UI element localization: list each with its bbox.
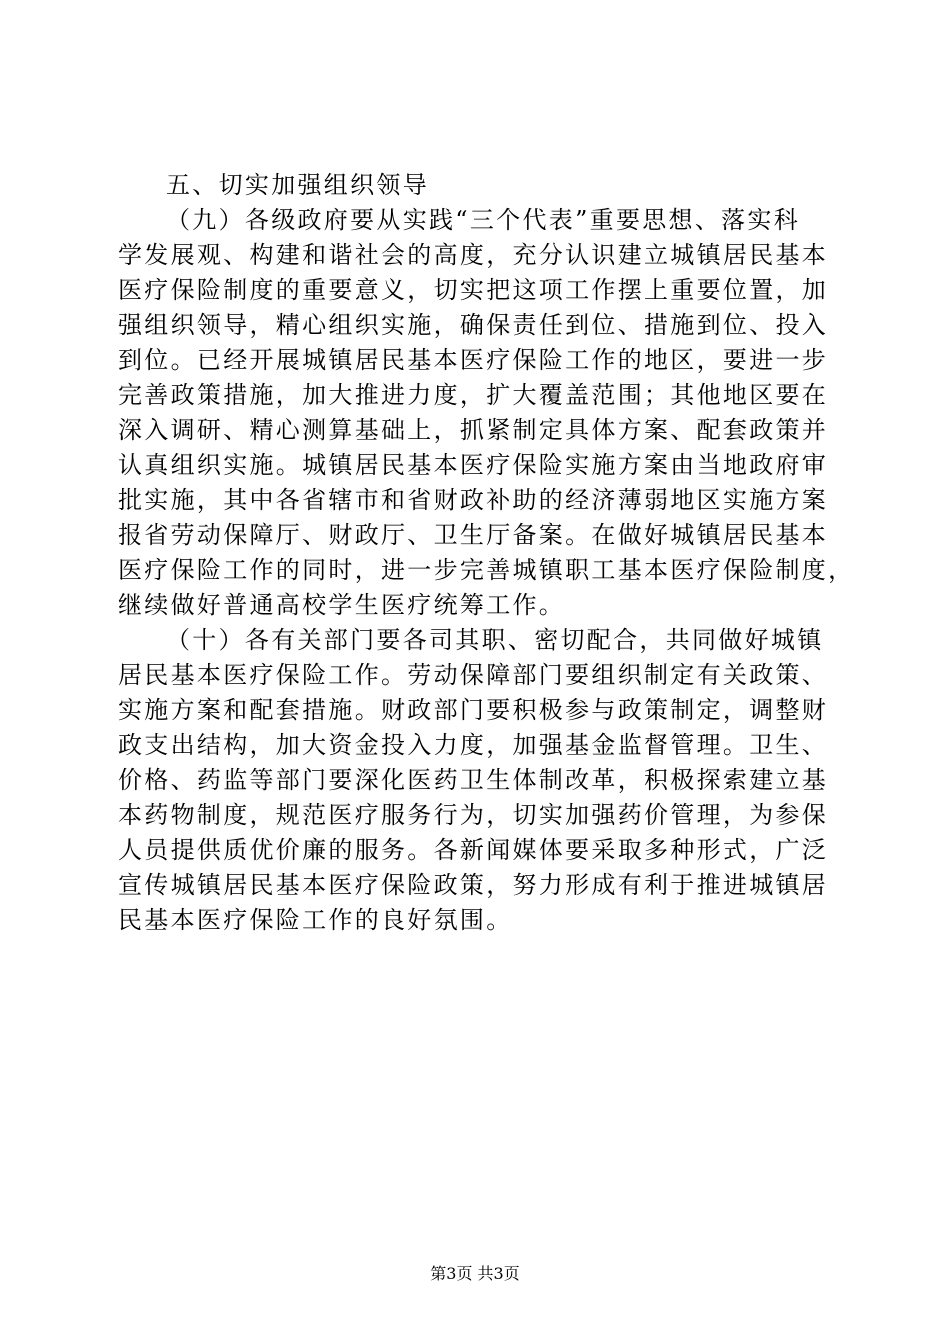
paragraph-line: 本药物制度，规范医疗服务行为，切实加强药价管理，为参保 bbox=[118, 801, 829, 829]
paragraph-line: 强组织领导，精心组织实施，确保责任到位、措施到位、投入 bbox=[118, 311, 829, 339]
paragraph-line: 宣传城镇居民基本医疗保险政策，努力形成有利于推进城镇居 bbox=[118, 871, 829, 899]
paragraph-line: 政支出结构，加大资金投入力度，加强基金监督管理。卫生、 bbox=[118, 731, 829, 759]
paragraph-9 bbox=[118, 203, 855, 623]
paragraph-line: 认真组织实施。城镇居民基本医疗保险实施方案由当地政府审 bbox=[118, 451, 829, 479]
paragraph-line: 价格、药监等部门要深化医药卫生体制改革，积极探索建立基 bbox=[118, 766, 829, 794]
paragraph-line: 深入调研、精心测算基础上，抓紧制定具体方案、配套政策并 bbox=[118, 416, 829, 444]
paragraph-line: 继续做好普通高校学生医疗统筹工作。 bbox=[118, 591, 566, 619]
paragraph-line: 完善政策措施，加大推进力度，扩大覆盖范围；其他地区要在 bbox=[118, 381, 829, 409]
paragraph-line: 报省劳动保障厅、财政厅、卫生厅备案。在做好城镇居民基本 bbox=[118, 521, 829, 549]
paragraph-line: 到位。已经开展城镇居民基本医疗保险工作的地区，要进一步 bbox=[118, 346, 829, 374]
paragraph-line: 人员提供质优价廉的服务。各新闻媒体要采取多种形式，广泛 bbox=[118, 836, 829, 864]
page-number-footer: 第3页 共3页 bbox=[430, 1264, 520, 1283]
paragraph-line: （九）各级政府要从实践“三个代表”重要思想、落实科 bbox=[166, 206, 801, 234]
paragraph-line: 医疗保险工作的同时，进一步完善城镇职工基本医疗保险制度， bbox=[118, 556, 855, 584]
paragraph-line: 学发展观、构建和谐社会的高度，充分认识建立城镇居民基本 bbox=[118, 241, 829, 269]
document-body bbox=[118, 168, 855, 938]
section-heading: 五、切实加强组织领导 bbox=[166, 171, 429, 199]
paragraph-line: （十）各有关部门要各司其职、密切配合，共同做好城镇 bbox=[166, 626, 824, 654]
paragraph-line: 实施方案和配套措施。财政部门要积极参与政策制定，调整财 bbox=[118, 696, 829, 724]
paragraph-line: 医疗保险制度的重要意义，切实把这项工作摆上重要位置，加 bbox=[118, 276, 829, 304]
paragraph-line: 批实施，其中各省辖市和省财政补助的经济薄弱地区实施方案 bbox=[118, 486, 829, 514]
paragraph-line: 居民基本医疗保险工作。劳动保障部门要组织制定有关政策、 bbox=[118, 661, 829, 689]
paragraph-line: 民基本医疗保险工作的良好氛围。 bbox=[118, 906, 513, 934]
paragraph-10 bbox=[118, 623, 838, 938]
